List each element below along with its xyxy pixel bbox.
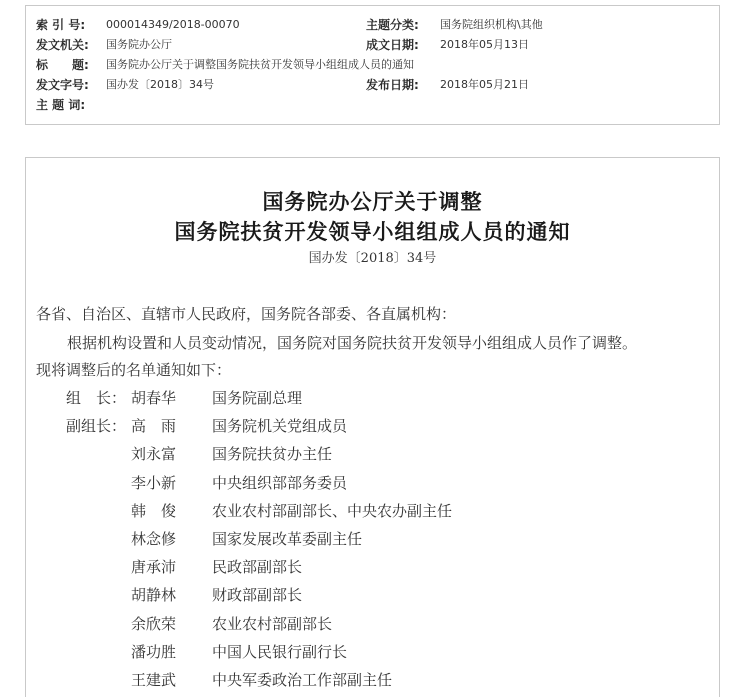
- member-name: 余欣荣: [131, 615, 177, 633]
- publish-date-label: 发布日期:: [366, 78, 419, 92]
- metadata-row-title: [26, 55, 719, 75]
- member-title: 农业农村部副部长、中央农办副主任: [212, 502, 453, 520]
- document-number: 国办发〔2018〕34号: [308, 251, 437, 266]
- member-name: 刘永富: [131, 445, 177, 463]
- member-title: 财政部副部长: [212, 586, 303, 604]
- document-title-line1: 国务院办公厅关于调整: [262, 189, 483, 214]
- document-title-line2: 国务院扶贫开发领导小组组成人员的通知: [174, 219, 571, 244]
- member-name: 胡春华: [131, 389, 177, 407]
- member-name: 胡静林: [131, 586, 177, 604]
- title-value: 国务院办公厅关于调整国务院扶贫开发领导小组组成人员的通知: [106, 58, 414, 71]
- member-name: 王建武: [131, 671, 177, 689]
- document-body-panel: [25, 157, 720, 697]
- member-title: 中央军委政治工作部副主任: [212, 671, 393, 689]
- metadata-row-doc-no: [26, 75, 719, 95]
- doc-number-value: 国办发〔2018〕34号: [106, 78, 214, 91]
- member-name: 高 雨: [131, 417, 177, 435]
- member-role: 组 长：: [66, 389, 127, 407]
- paragraph-line2: 现将调整后的名单通知如下：: [36, 361, 232, 379]
- metadata-row-index: [26, 15, 719, 35]
- member-title: 中央组织部部务委员: [212, 474, 348, 492]
- title-label: 标 题:: [36, 58, 89, 72]
- member-name: 唐承沛: [131, 558, 177, 576]
- metadata-row-issuer: [26, 35, 719, 55]
- issuer-value: 国务院办公厅: [106, 38, 172, 51]
- doc-number-label: 发文字号:: [36, 78, 89, 92]
- member-name: 林念修: [131, 530, 177, 548]
- category-value: 国务院组织机构\其他: [440, 18, 543, 31]
- member-title: 民政部副部长: [212, 558, 303, 576]
- member-title: 国务院副总理: [212, 389, 303, 407]
- member-title: 农业农村部副部长: [212, 615, 333, 633]
- member-name: 韩 俊: [131, 502, 177, 520]
- index-number-label: 索 引 号:: [36, 18, 86, 32]
- member-title: 国务院扶贫办主任: [212, 445, 333, 463]
- paragraph-line1: 根据机构设置和人员变动情况，国务院对国务院扶贫开发领导小组组成人员作了调整。: [67, 334, 638, 352]
- member-title: 国家发展改革委副主任: [212, 530, 363, 548]
- metadata-row-keywords: [26, 95, 719, 115]
- index-number-value: 000014349/2018-00070: [106, 18, 240, 31]
- issuer-label: 发文机关:: [36, 38, 89, 52]
- keywords-label: 主 题 词:: [36, 98, 86, 112]
- written-date-label: 成文日期:: [366, 38, 419, 52]
- document-metadata-panel: [25, 5, 720, 125]
- written-date-value: 2018年05月13日: [440, 38, 529, 51]
- member-role: 副组长：: [66, 417, 127, 435]
- member-name: 潘功胜: [131, 643, 177, 661]
- salutation: 各省、自治区、直辖市人民政府，国务院各部委、各直属机构：: [36, 305, 457, 323]
- member-name: 李小新: [131, 474, 177, 492]
- member-title: 国务院机关党组成员: [212, 417, 348, 435]
- publish-date-value: 2018年05月21日: [440, 78, 529, 91]
- category-label: 主题分类:: [366, 18, 419, 32]
- member-title: 中国人民银行副行长: [212, 643, 348, 661]
